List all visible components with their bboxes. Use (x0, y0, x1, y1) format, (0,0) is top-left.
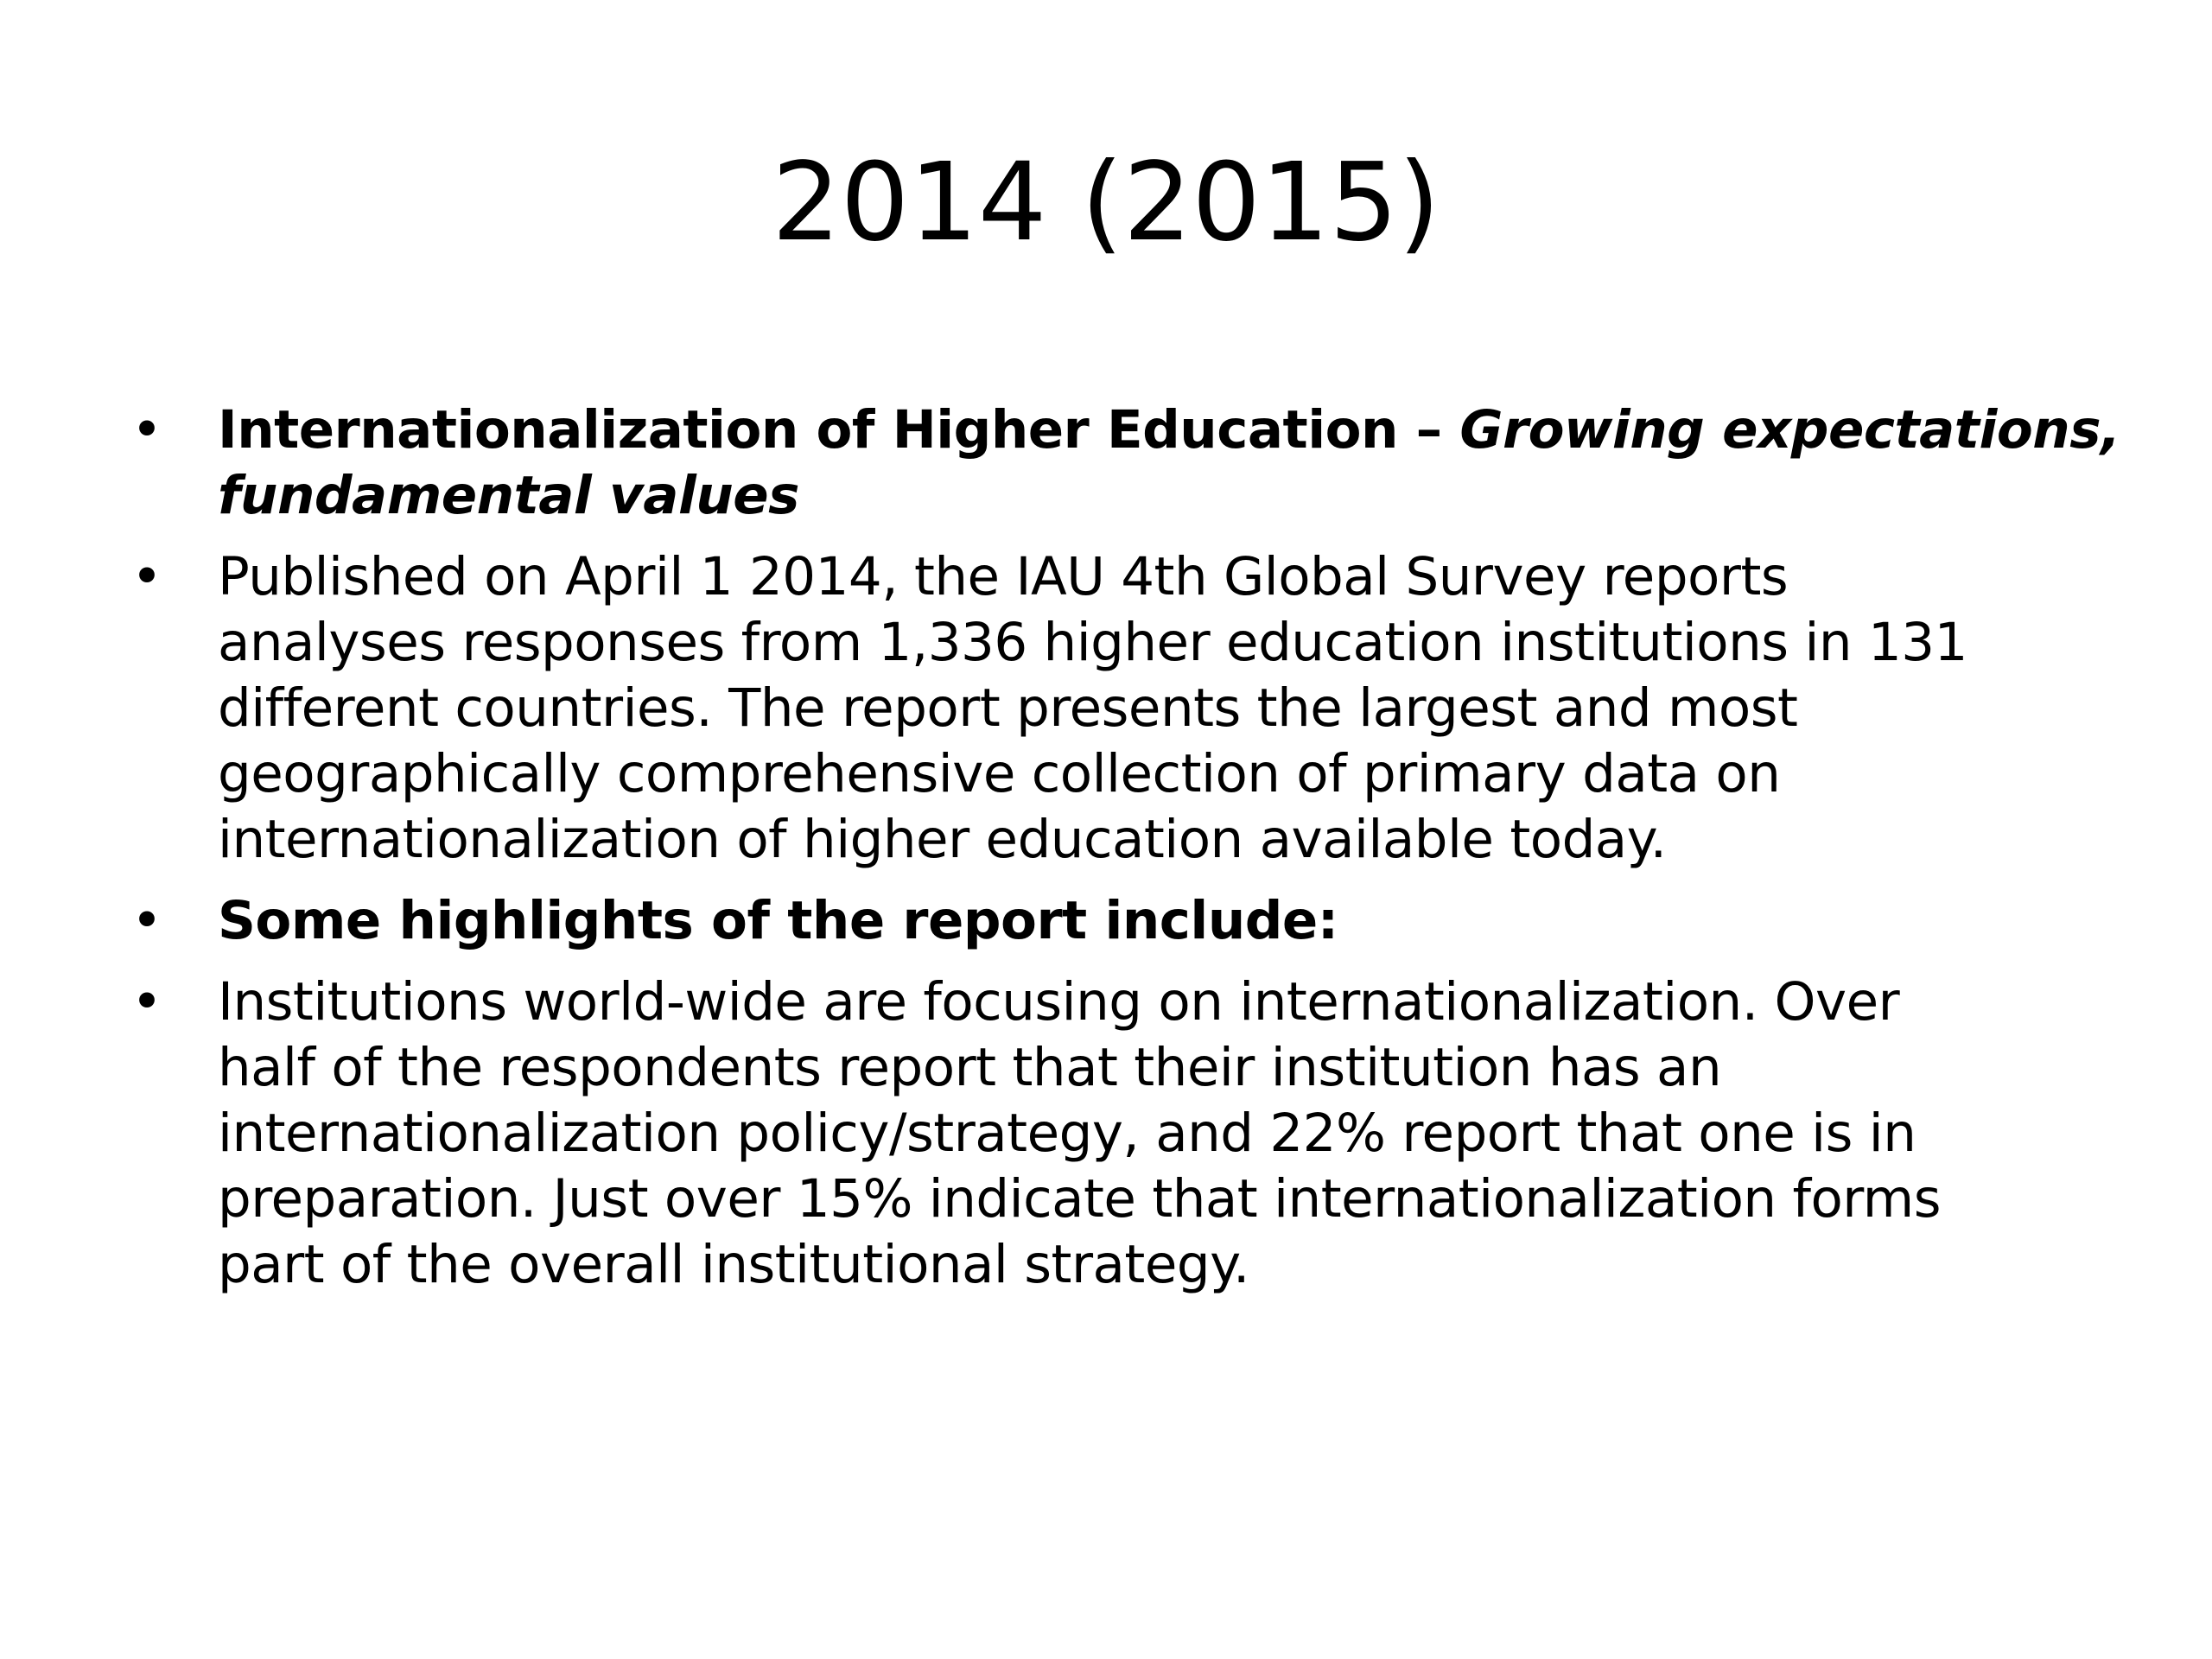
bullet-list (0, 397, 2212, 1298)
institutions-line: half of the respondents report that their institution has an (218, 1037, 1722, 1098)
institutions-line: preparation. Just over 15% indicate that internationalization forms (218, 1168, 1941, 1230)
report-subtitle-text-line2: fundamental values (218, 465, 799, 526)
publication-line: different countries. The report presents the largest and most (218, 677, 1798, 739)
report-title-text: Internationalization of Higher Education – (218, 399, 1460, 461)
bullet-item-highlights-heading (131, 888, 2119, 954)
highlights-heading: Some highlights of the report include: (218, 890, 1338, 951)
publication-line: geographically comprehensive collection of primary data on (218, 743, 1781, 804)
bullet-item-institutions (131, 969, 2119, 1298)
institutions-line: internationalization policy/strategy, and 22% report that one is in (218, 1103, 1916, 1164)
slide-title: 2014 (2015) (772, 140, 1440, 265)
institutions-line: part of the overall institutional strategy. (218, 1234, 1249, 1295)
bullet-dot-icon: • (131, 399, 162, 461)
bullet-dot-icon: • (131, 546, 162, 607)
institutions-line: Institutions world-wide are focusing on internationalization. Over (218, 971, 1900, 1033)
bullet-dot-icon: • (131, 890, 162, 951)
publication-line: internationalization of higher education available today. (218, 809, 1667, 870)
report-subtitle-text-line1: Growing expectations, (1459, 399, 2120, 461)
bullet-item-publication (131, 544, 2119, 873)
publication-line: Published on April 1 2014, the IAU 4th Global Survey reports (218, 546, 1789, 607)
publication-line: analyses responses from 1,336 higher education institutions in 131 (218, 612, 1967, 673)
bullet-item-report-title (131, 397, 2120, 529)
bullet-dot-icon: • (131, 971, 162, 1033)
